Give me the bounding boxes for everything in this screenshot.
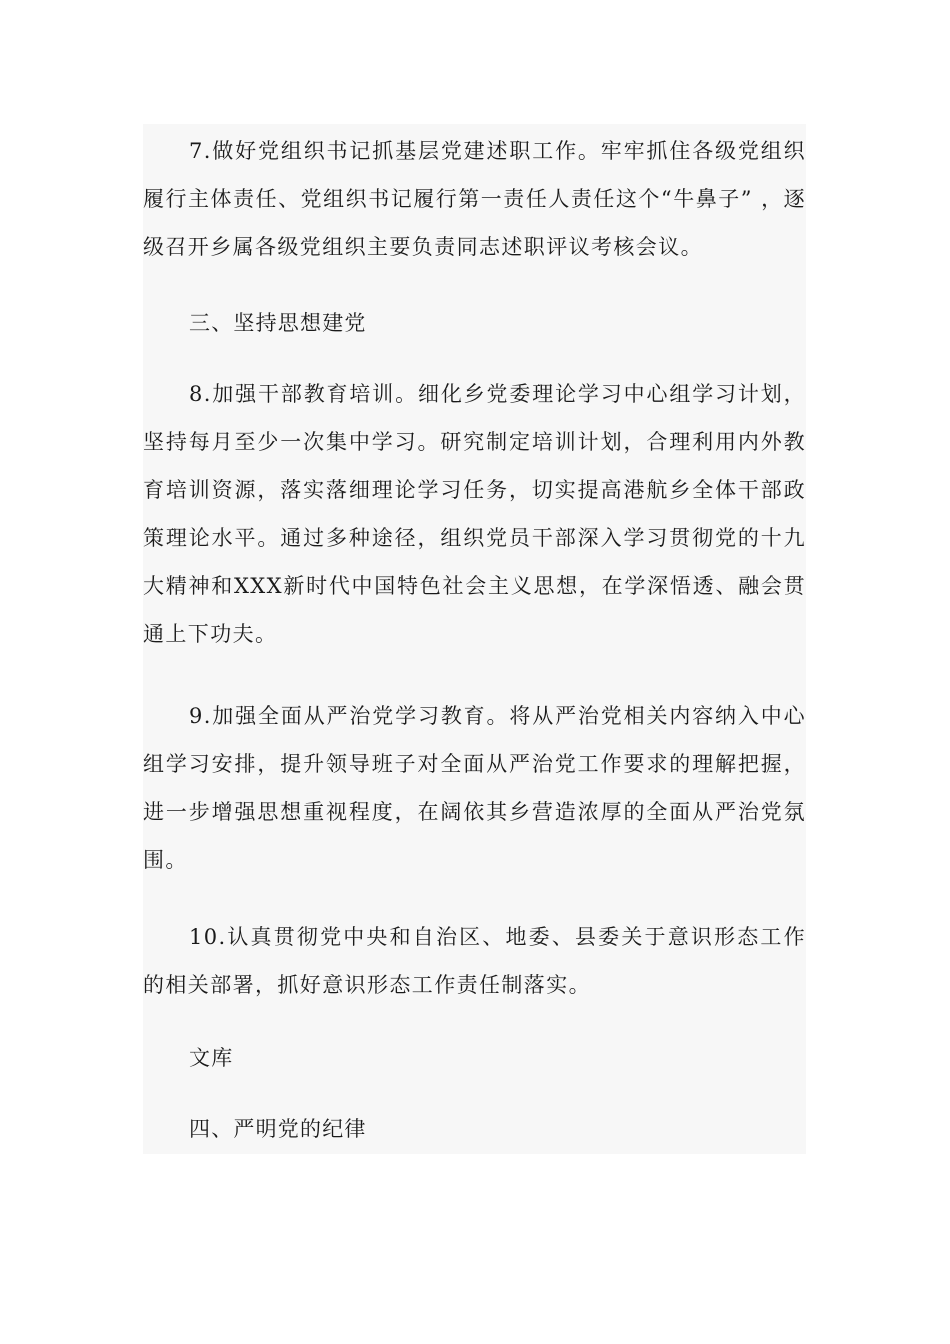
section-heading-3: 三、坚持思想建党 bbox=[189, 311, 367, 335]
section-label-wenku: 文库 bbox=[189, 1046, 234, 1070]
paragraph-item-10: 10.认真贯彻党中央和自治区、地委、县委关于意识形态工作的相关部署，抓好意识形态工作责任制落实。 bbox=[143, 925, 806, 997]
section-heading-4: 四、严明党的纪律 bbox=[189, 1117, 367, 1141]
paragraph-item-9: 9.加强全面从严治党学习教育。将从严治党相关内容纳入中心组学习安排，提升领导班子对全面从严治党工作要求的理解把握，进一步增强思想重视程度，在阔依其乡营造浓厚的全面从严治党氛围。 bbox=[143, 704, 806, 872]
paragraph-item-8: 8.加强干部教育培训。细化乡党委理论学习中心组学习计划，坚持每月至少一次集中学习。研究制定培训计划，合理利用内外教育培训资源，落实落细理论学习任务，切实提高港航乡全体干部政策理论水平。通过多种途径，组织党员干部深入学习贯彻党的十九大精神和XXX新时代中国特色社会主义思想，在学深悟透、融会贯通上下功夫。 bbox=[143, 382, 806, 646]
paragraph-item-7: 7.做好党组织书记抓基层党建述职工作。牢牢抓住各级党组织履行主体责任、党组织书记履行第一责任人责任这个“牛鼻子” ，逐级召开乡属各级党组织主要负责同志述职评议考核会议。 bbox=[143, 139, 806, 259]
